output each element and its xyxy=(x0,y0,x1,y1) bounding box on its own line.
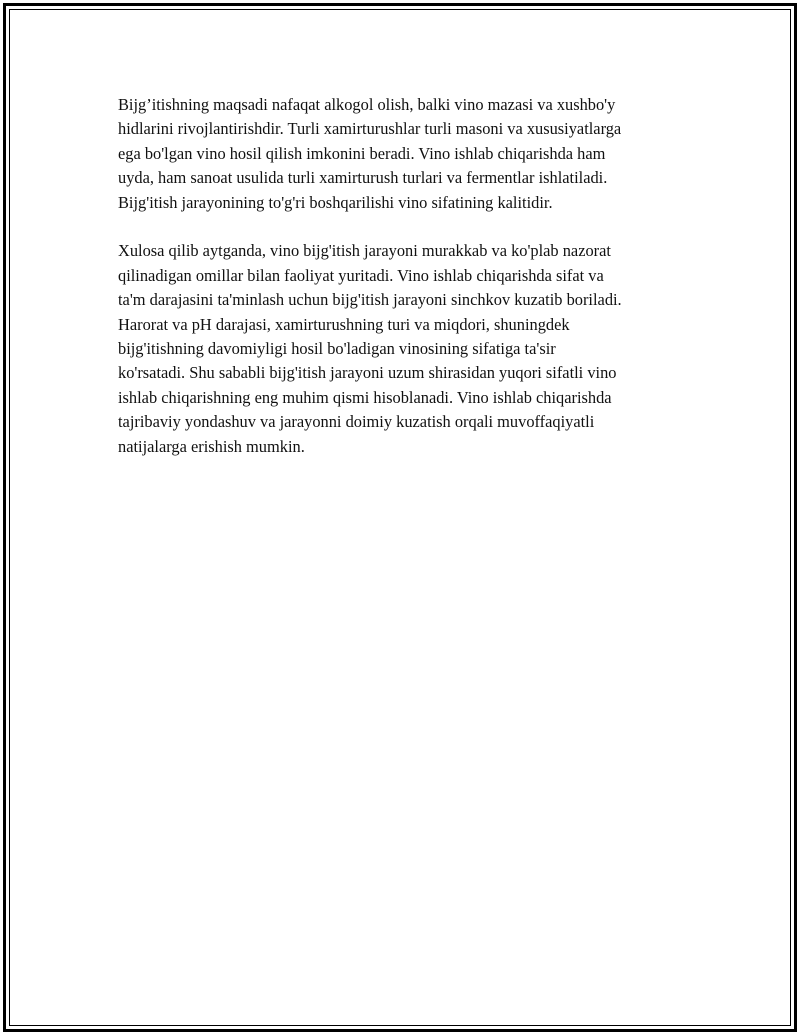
text-line: uyda, ham sanoat usulida turli xamirturush turlari va fermentlar ishlatiladi. xyxy=(118,168,608,188)
text-line: Bijg'itish jarayonining to'g'ri boshqarilishi vino sifatining kalitidir. xyxy=(118,192,553,212)
text-line: ishlab chiqarishning eng muhim qismi hisoblanadi. Vino ishlab chiqarishda xyxy=(118,387,612,407)
paragraph-conclusion xyxy=(118,239,698,459)
text-line: hidlarini rivojlantirishdir. Turli xamirturushlar turli masoni va xususiyatlarga xyxy=(118,119,622,139)
text-line: bijg'itishning davomiyligi hosil bo'ladigan vinosining sifatiga ta'sir xyxy=(118,339,556,359)
text-line: Bijg’itishning maqsadi nafaqat alkogol olish, balki vino mazasi va xushbo'y xyxy=(118,95,616,114)
document-body xyxy=(118,93,698,483)
text-line: Xulosa qilib aytganda, vino bijg'itish jarayoni murakkab va ko'plab nazorat xyxy=(118,241,611,261)
text-line: ega bo'lgan vino hosil qilish imkonini beradi. Vino ishlab chiqarishda ham xyxy=(118,143,606,163)
text-line: qilinadigan omillar bilan faoliyat yuritadi. Vino ishlab chiqarishda sifat va xyxy=(118,265,604,285)
text-line: natijalarga erishish mumkin. xyxy=(118,436,305,456)
text-line: tajribaviy yondashuv va jarayonni doimiy kuzatish orqali muvoffaqiyatli xyxy=(118,412,595,432)
text-line: ko'rsatadi. Shu sababli bijg'itish jarayoni uzum shirasidan yuqori sifatli vino xyxy=(118,363,617,383)
text-line: ta'm darajasini ta'minlash uchun bijg'itish jarayoni sinchkov kuzatib boriladi. xyxy=(118,290,622,310)
paragraph-fermentation-purpose xyxy=(118,93,698,215)
text-line: Harorat va pH darajasi, xamirturushning turi va miqdori, shuningdek xyxy=(118,314,570,334)
